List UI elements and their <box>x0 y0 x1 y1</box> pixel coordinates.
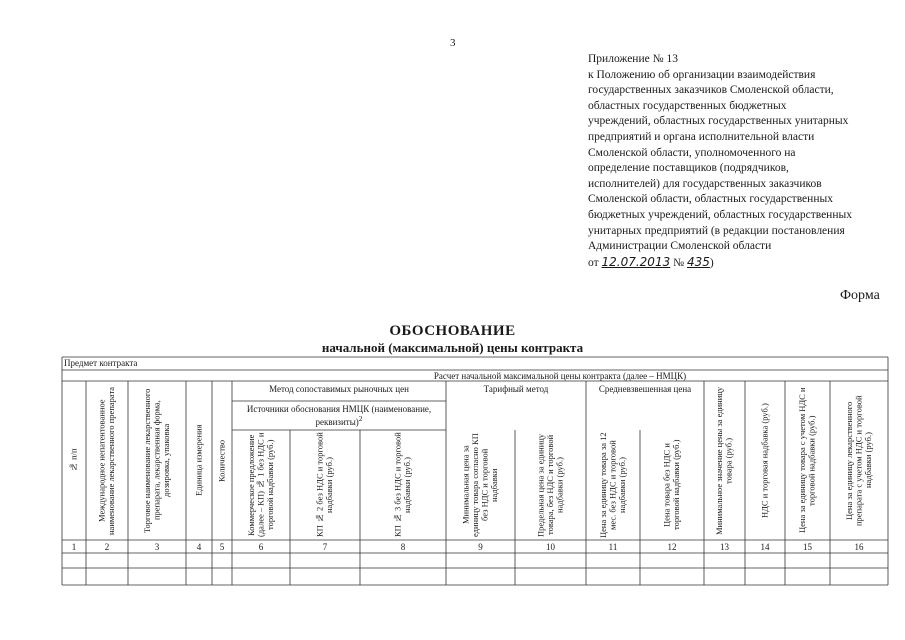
subject-label: Предмет контракта <box>64 358 138 368</box>
column-number: 1 <box>71 542 77 552</box>
appendix-line: бюджетных учреждений, областных государственных <box>588 208 852 221</box>
column-number: 8 <box>400 542 406 552</box>
appendix-line: Администрации Смоленской области <box>588 240 772 253</box>
column-header: Цена товара без НДС и торговой надбавки (руб.) <box>661 439 681 531</box>
sources-footnote-mark: 2 <box>358 414 363 423</box>
document-subtitle: начальной (максимальной) цены контракта <box>321 340 584 355</box>
column-header: Минимальное значение цены за единицу товара (руб.) <box>714 386 734 535</box>
column-number: 5 <box>219 542 225 552</box>
column-header: КП № 2 без НДС и торговой надбавки (руб.) <box>314 432 334 538</box>
column-number: 2 <box>104 542 110 552</box>
column-header: Цена за единицу товара за 12 мес. без НДС и торговой надбавки (руб.) <box>597 432 627 538</box>
appendix-line: исполнителей) для государственных заказчиков <box>588 177 822 190</box>
sources-header-text: Источники обоснования НМЦК (наименование, реквизиты) <box>246 404 432 427</box>
appendix-line: к Положению об организации взаимодействия <box>588 68 816 81</box>
column-number: 10 <box>546 542 555 552</box>
number-prefix: № <box>673 256 685 269</box>
weighted-price-header: Средневзвешенная цена <box>598 384 692 394</box>
appendix-block <box>588 52 884 271</box>
column-header: Количество <box>216 439 227 482</box>
column-header: Международное непатентованное наименование лекарственного препарата <box>96 386 116 535</box>
column-header: Минимальная цена за единицу товара согласно КП без НДС и торговой надбавки <box>460 433 499 537</box>
appendix-line: унитарных предприятий (в редакции постановления <box>588 224 845 237</box>
handwritten-number: 435 <box>686 254 710 269</box>
appendix-line: областных государственных бюджетных <box>588 99 787 112</box>
sources-header <box>232 404 446 427</box>
page-number: 3 <box>450 37 456 49</box>
document-title: ОБОСНОВАНИЕ <box>389 323 516 339</box>
form-label: Форма <box>840 288 880 303</box>
column-header: Коммерческое предложение (далее – КП) № 1 без НДС и торговой надбавки (руб.) <box>245 432 275 538</box>
column-number: 9 <box>478 542 483 552</box>
column-header: Цена за единицу лекарственного препарата с учетом НДС и торговой надбавки (руб.) <box>843 395 873 526</box>
appendix-line: Смоленской области, уполномоченного на <box>588 146 796 159</box>
appendix-line: государственных заказчиков Смоленской области, <box>588 84 834 97</box>
column-number: 16 <box>854 542 864 552</box>
column-number: 11 <box>608 542 618 552</box>
date-prefix: от <box>588 256 599 269</box>
column-number: 3 <box>154 542 160 552</box>
column-number: 15 <box>803 542 812 552</box>
appendix-line: учреждений, областных государственных унитарных <box>588 115 849 128</box>
appendix-date-line: от 12.07.2013 № 435) <box>588 254 714 269</box>
column-number: 13 <box>720 542 729 552</box>
column-header: КП № 3 без НДС и торговой надбавки (руб.) <box>392 432 412 538</box>
appendix-line: Смоленской области, областных государственных <box>588 193 833 206</box>
column-header: Единица измерения <box>193 424 204 497</box>
column-number: 6 <box>258 542 264 552</box>
column-header: Предельная цена за единицу товара, без НДС и торговой надбавки (руб.) <box>535 433 565 537</box>
market-method-header: Метод сопоставимых рыночных цен <box>269 384 409 394</box>
column-number: 4 <box>196 542 202 552</box>
appendix-line: предприятий и органа исполнительной власти <box>588 130 815 143</box>
appendix-line: Приложение № 13 <box>588 53 678 65</box>
column-number: 7 <box>322 542 328 552</box>
column-header: Цена за единицу товара с учетом НДС и торговой надбавки (руб.) <box>797 387 817 534</box>
column-number: 12 <box>667 542 677 552</box>
column-header: Торговое наименование лекарственного препарата, лекарственная форма, дозировка, упаковка <box>141 388 171 533</box>
column-header: № п/п <box>68 448 79 473</box>
column-header: НДС и торговая надбавка (руб.) <box>759 403 770 518</box>
handwritten-date: 12.07.2013 <box>601 254 671 269</box>
column-number: 14 <box>760 542 770 552</box>
appendix-line: определение поставщиков (подрядчиков, <box>588 162 789 175</box>
calc-header: Расчет начальной максимальной цены контракта (далее – НМЦК) <box>433 371 687 381</box>
tariff-method-header: Тарифный метод <box>483 384 549 394</box>
